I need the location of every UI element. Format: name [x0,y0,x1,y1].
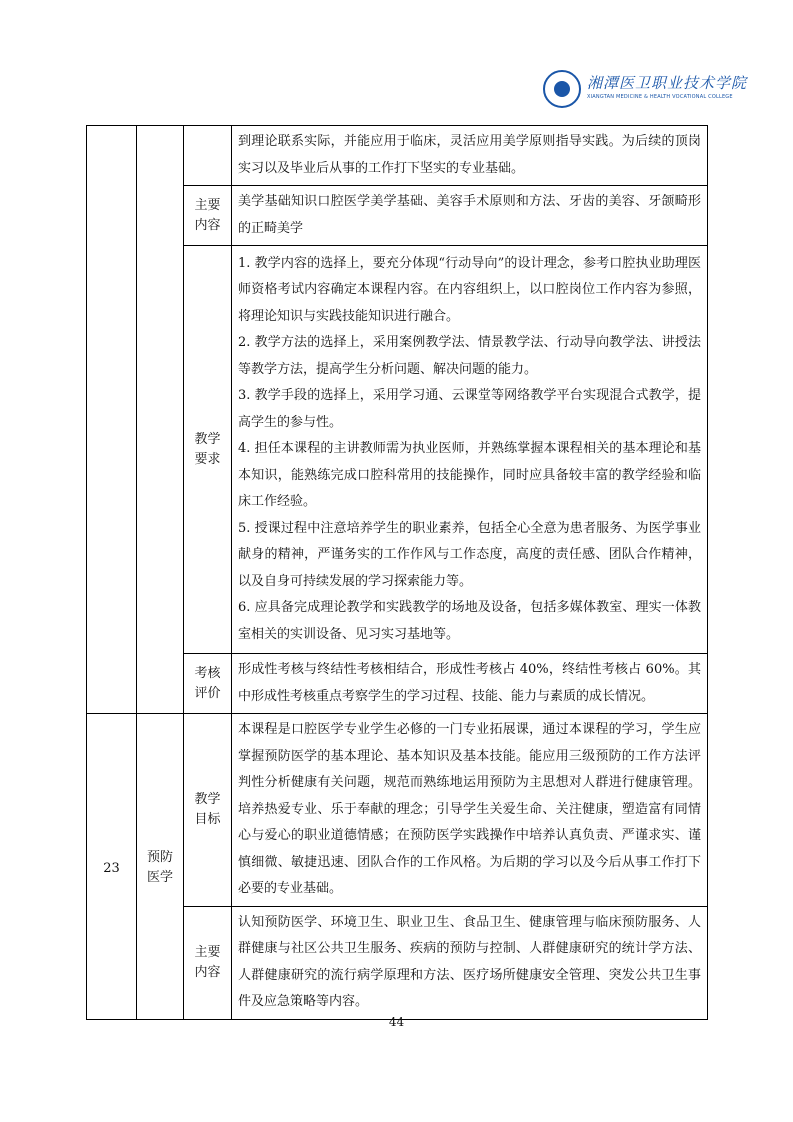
main-content-text: 认知预防医学、环境卫生、职业卫生、食品卫生、健康管理与临床预防服务、人群健康与社区公共卫生服务、疾病的预防与控制、人群健康研究的统计学方法、人群健康研究的流行病学原理和方法、医疗场所健康安全管理、突发公共卫生事件及应急策略等内容。 [232,906,708,1019]
main-content-label: 主要 内容 [184,906,232,1019]
requirement-item: 6. 应具备完成理论教学和实践教学的场地及设备，包括多媒体教室、理实一体教室相关的实训设备、见习实习基地等。 [238,600,701,642]
course-index: 23 [87,714,137,1020]
evaluation-text: 形成性考核与终结性考核相结合，形成性考核占 40%，终结性考核占 60%。其中形成性考核重点考察学生的学习过程、技能、能力与素质的成长情况。 [232,654,708,714]
course-table [86,125,708,1020]
table-row [87,714,708,907]
teaching-goal-continued: 到理论联系实际，并能应用于临床，灵活应用美学原则指导实践。为后续的顶岗实习以及毕业后从事的工作打下坚实的专业基础。 [232,126,708,186]
page-number: 44 [388,1015,405,1029]
college-logo [535,70,748,112]
requirement-item: 1. 教学内容的选择上，要充分体现“行动导向”的设计理念，参考口腔执业助理医师资格考试内容确定本课程内容。在内容组织上，以口腔岗位工作内容为参照，将理论知识与实践技能知识进行融合。 [238,255,701,324]
college-emblem-icon [543,70,581,108]
requirement-item: 4. 担任本课程的主讲教师需为执业医师，并熟练掌握本课程相关的基本理论和基本知识，能熟练完成口腔科常用的技能操作，同时应具备较丰富的教学经验和临床工作经验。 [238,441,701,510]
teaching-goal-text: 本课程是口腔医学专业学生必修的一门专业拓展课，通过本课程的学习，学生应掌握预防医学的基本理论、基本知识及基本技能。能应用三级预防的工作方法评判性分析健康有关问题，规范而熟练地运用预防为主思想对人群进行健康管理。培养热爱专业、乐于奉献的理念；引导学生关爱生命、关注健康，塑造富有同情心与爱心的职业道德情感；在预防医学实践操作中培养认真负责、严谨求实、谨慎细微、敏捷迅速、团队合作的工作风格。为后期的学习以及今后从事工作打下必要的专业基础。 [232,714,708,907]
main-content-label: 主要 内容 [184,186,232,246]
requirement-item: 3. 教学手段的选择上，采用学习通、云课堂等网络教学平台实现混合式教学，提高学生的参与性。 [238,388,701,430]
requirement-item: 5. 授课过程中注意培养学生的职业素养，包括全心全意为患者服务、为医学事业献身的精神，严谨务实的工作作风与工作态度，高度的责任感、团队合作精神，以及自身可持续发展的学习探索能力等。 [238,520,701,589]
teaching-requirements-label: 教学 要求 [184,246,232,654]
requirement-item: 2. 教学方法的选择上，采用案例教学法、情景教学法、行动导向教学法、讲授法等教学方法，提高学生分析问题、解决问题的能力。 [238,335,701,377]
teaching-requirements-text [232,246,708,654]
table-row [87,126,708,186]
main-content-text: 美学基础知识口腔医学美学基础、美容手术原则和方法、牙齿的美容、牙颌畸形的正畸美学 [232,186,708,246]
logo-english-name: XIANGTAN MEDICINE & HEALTH VOCATIONAL COLLEGE [587,94,733,100]
evaluation-label: 考核 评价 [184,654,232,714]
teaching-goal-label: 教学 目标 [184,714,232,907]
course-name: 预防 医学 [137,714,184,1020]
logo-chinese-name: 湘潭医卫职业技术学院 [587,74,748,92]
